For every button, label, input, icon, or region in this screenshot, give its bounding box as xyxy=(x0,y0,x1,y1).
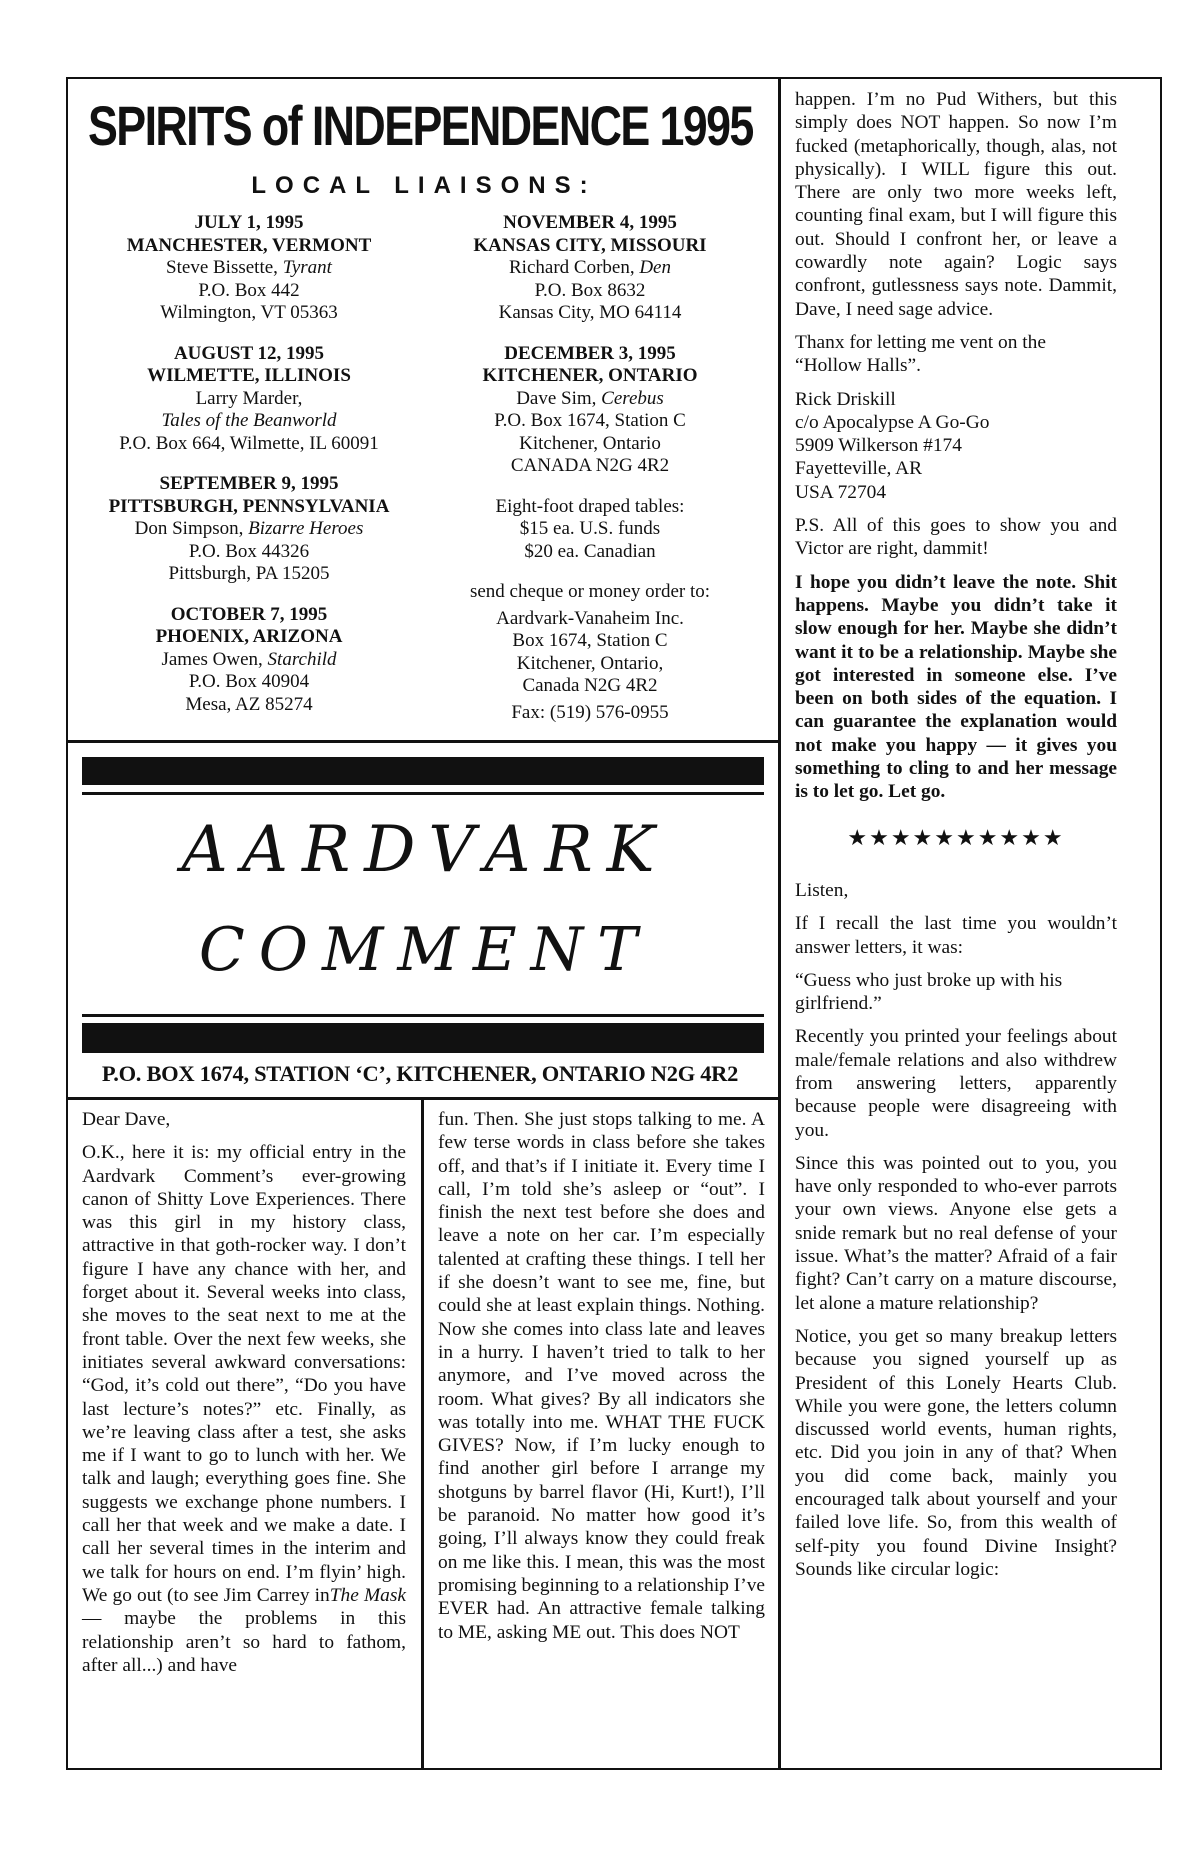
table-pricing-line: Eight-foot draped tables: xyxy=(495,495,685,517)
event-address-line: Wilmington, VT 05363 xyxy=(160,302,338,323)
event-address-line: P.O. Box 442 xyxy=(198,279,300,301)
event-july xyxy=(77,212,421,325)
event-place: PHOENIX, ARIZONA xyxy=(155,626,343,647)
letter-column-2 xyxy=(438,1108,765,1644)
event-date: NOVEMBER 4, 1995 xyxy=(503,212,677,233)
event-contact: Richard Corben, Den xyxy=(509,257,671,278)
letter-column-1 xyxy=(82,1108,406,1687)
editor-reply: I hope you didn’t leave the note. Shit happens. Maybe you didn’t take it slow enough for her. Maybe she didn’t want it to be a relationship. Maybe she got interested in someone else. I’ve been on both sides of the equation. I can guarantee the explanation would not make you happy — it gives you something to cling to and her message is to let go. Let go. xyxy=(795,571,1117,803)
event-book: Tales of the Beanworld xyxy=(161,410,337,431)
event-october xyxy=(77,604,421,717)
letter-closing: Thanx for letting me vent on the “Hollow Halls”. xyxy=(795,331,1046,377)
header-thin-rule-bottom xyxy=(82,1014,764,1017)
letter-column-3 xyxy=(795,88,1117,1591)
event-address-line: Pittsburgh, PA 15205 xyxy=(168,563,330,584)
right-column-divider xyxy=(778,77,781,1770)
letter-paragraph: “Guess who just broke up with his girlfriend.” xyxy=(795,969,1063,1015)
event-date: DECEMBER 3, 1995 xyxy=(504,342,676,364)
event-address-line: P.O. Box 40904 xyxy=(188,671,310,692)
event-place: PITTSBURGH, PENNSYLVANIA xyxy=(108,495,390,517)
event-contact: Steve Bissette, Tyrant xyxy=(166,257,332,278)
header-bar-top xyxy=(82,757,764,785)
comment-title: COMMENT xyxy=(198,915,652,985)
payment-line: Box 1674, Station C xyxy=(512,630,668,651)
letter-paragraph: Recently you printed your feelings about male/female relations and also withdrew from answering letters, apparently because people were disagreeing with you. xyxy=(795,1026,1117,1141)
signature-line: Fayetteville, AR xyxy=(795,458,923,480)
letter-column-divider xyxy=(421,1097,424,1770)
events-left-column xyxy=(77,212,421,734)
mailing-address: P.O. BOX 1674, STATION ‘C’, KITCHENER, ONTARIO N2G 4R2 xyxy=(101,1061,739,1086)
signature-line: USA 72704 xyxy=(795,481,887,503)
letter-paragraph: fun. Then. She just stops talking to me. A few terse words in class before she takes off, and that’s if I initiate it. Every time I call, I’m told she’s asleep or “out”. I finish the next test before she does and leave a note on her car. I’m especially talented at crafting these things. I tell her if she doesn’t want to see me, fine, but could she at least explain things. Nothing. Now she comes into class late and leaves in a hurry. I haven’t tried to talk to her anymore, and I’ve moved across the room. What gives? By all indicators she was totally into me. WHAT THE FUCK GIVES? Now, if I’m lucky enough to find another girl before I arrange my shotguns by barrel flavor (Hi, Kurt!), I’ll be paranoid. No matter how good it’s going, I’ll always know they could freak on me like this. I mean, this was the most promising beginning to a relationship I’ve EVER had. An attractive female talking to ME, asking ME out. This does NOT xyxy=(438,1109,765,1643)
signature-line: c/o Apocalypse A Go-Go xyxy=(795,411,990,433)
letter-paragraph: If I recall the last time you wouldn’t answer letters, it was: xyxy=(795,913,1117,958)
event-september xyxy=(77,473,421,586)
event-address-line: CANADA N2G 4R2 xyxy=(510,455,670,476)
aardvark-title: AARDVARK xyxy=(181,813,669,887)
signature-line: 5909 Wilkerson #174 xyxy=(795,435,962,457)
table-pricing-line: $15 ea. U.S. funds xyxy=(519,518,661,539)
header-bar-bottom xyxy=(82,1023,764,1053)
event-november xyxy=(418,212,762,325)
signature-line: Rick Driskill xyxy=(795,388,896,410)
event-address-line: P.O. Box 664, Wilmette, IL 60091 xyxy=(119,432,379,454)
event-contact: James Owen, Starchild xyxy=(161,648,337,670)
payment-line: Kitchener, Ontario, xyxy=(516,652,664,674)
event-december xyxy=(418,343,762,478)
letter-paragraph: O.K., here it is: my official entry in the Aardvark Comment’s ever-growing canon of Shitty Love Experiences. There was this girl in my history class, attractive in that goth-rocker way. I don’t figure I have any chance with her, and forget about it. Several weeks into class, she moves to the seat next to me at the front table. Over the next few weeks, she initiates several awkward conversations: “God, it’s cold out there”, “Do you have last lecture’s notes?” etc. Finally, as we’re leaving class after a test, she asks me if I want to go to lunch with her. We talk and laugh; everything goes fine. She suggests we exchange phone numbers. I call her that week and we make a date. I call her several times in the interim and we talk for hours on end. I’m flyin’ high. We go out (to see Jim Carrey inThe Mask — maybe the problems in this relationship aren’t so hard to fathom, after all...) and have xyxy=(82,1142,406,1676)
letter-paragraph: Since this was pointed out to you, you have only responded to who-ever parrots your own views. Anyone else gets a snide remark but no real defense of your issue. What’s the matter? Afraid of a fair fight? Can’t carry on a mature discourse, let alone a mature relationship? xyxy=(795,1152,1117,1314)
event-place: KITCHENER, ONTARIO xyxy=(482,365,698,386)
payment-line: Aardvark-Vanaheim Inc. xyxy=(496,607,684,629)
event-date: AUGUST 12, 1995 xyxy=(173,342,325,364)
payment-line: send cheque or money order to: xyxy=(469,581,711,602)
letter-paragraph: happen. I’m no Pud Withers, but this simply does NOT happen. So now I’m fucked (metaphorically, though, alas, not physically). I WILL figure this out. There are only two more weeks left, counting final exam, but I will figure this out. Should I confront her, or leave a cowardly note again? Logic says confront, gutlessness says note. Dammit, Dave, I need sage advice. xyxy=(795,89,1117,320)
letter-signature xyxy=(795,388,1117,504)
event-address-line: Kansas City, MO 64114 xyxy=(498,302,682,323)
spirits-title: SPIRITS of INDEPENDENCE 1995 xyxy=(88,94,753,157)
event-date: SEPTEMBER 9, 1995 xyxy=(159,473,339,494)
events-right-column xyxy=(418,212,762,742)
event-address-line: P.O. Box 44326 xyxy=(188,540,310,562)
letter-postscript: P.S. All of this goes to show you and Victor are right, dammit! xyxy=(795,515,1117,560)
header-thin-rule-top xyxy=(82,792,764,795)
event-address-line: P.O. Box 1674, Station C xyxy=(494,410,686,431)
event-august xyxy=(77,343,421,456)
event-place: MANCHESTER, VERMONT xyxy=(126,234,372,256)
table-pricing xyxy=(418,496,762,564)
salutation: Dear Dave, xyxy=(82,1109,171,1130)
event-address-line: Mesa, AZ 85274 xyxy=(185,693,313,715)
payment-info xyxy=(418,581,762,724)
event-address-line: P.O. Box 8632 xyxy=(534,279,646,301)
letter-salutation: Listen, xyxy=(795,879,849,901)
section-separator-stars: ★★★★★★★★★★ xyxy=(847,824,1065,850)
event-contact: Dave Sim, Cerebus xyxy=(516,387,664,409)
payment-line: Canada N2G 4R2 xyxy=(522,675,658,696)
event-contact: Larry Marder, xyxy=(195,387,303,409)
payment-line: Fax: (519) 576-0955 xyxy=(511,701,669,723)
event-place: WILMETTE, ILLINOIS xyxy=(147,365,351,386)
local-liaisons-heading: LOCAL LIAISONS: xyxy=(251,172,597,199)
table-pricing-line: $20 ea. Canadian xyxy=(524,540,656,562)
event-date: JULY 1, 1995 xyxy=(194,212,304,233)
event-contact: Don Simpson, Bizarre Heroes xyxy=(134,518,364,539)
event-date: OCTOBER 7, 1995 xyxy=(170,603,328,625)
event-address-line: Kitchener, Ontario xyxy=(519,432,661,454)
event-place: KANSAS CITY, MISSOURI xyxy=(473,234,707,256)
letter-paragraph: Notice, you get so many breakup letters because you signed yourself up as President of this Lonely Hearts Club. While you were gone, the letters column discussed world events, human rights, etc. Did you join in any of that? When you did come back, mainly you encouraged talk about yourself and your failed love life. So, from this wealth of self-pity you found Divine Insight? Sounds like circular logic: xyxy=(795,1325,1117,1580)
